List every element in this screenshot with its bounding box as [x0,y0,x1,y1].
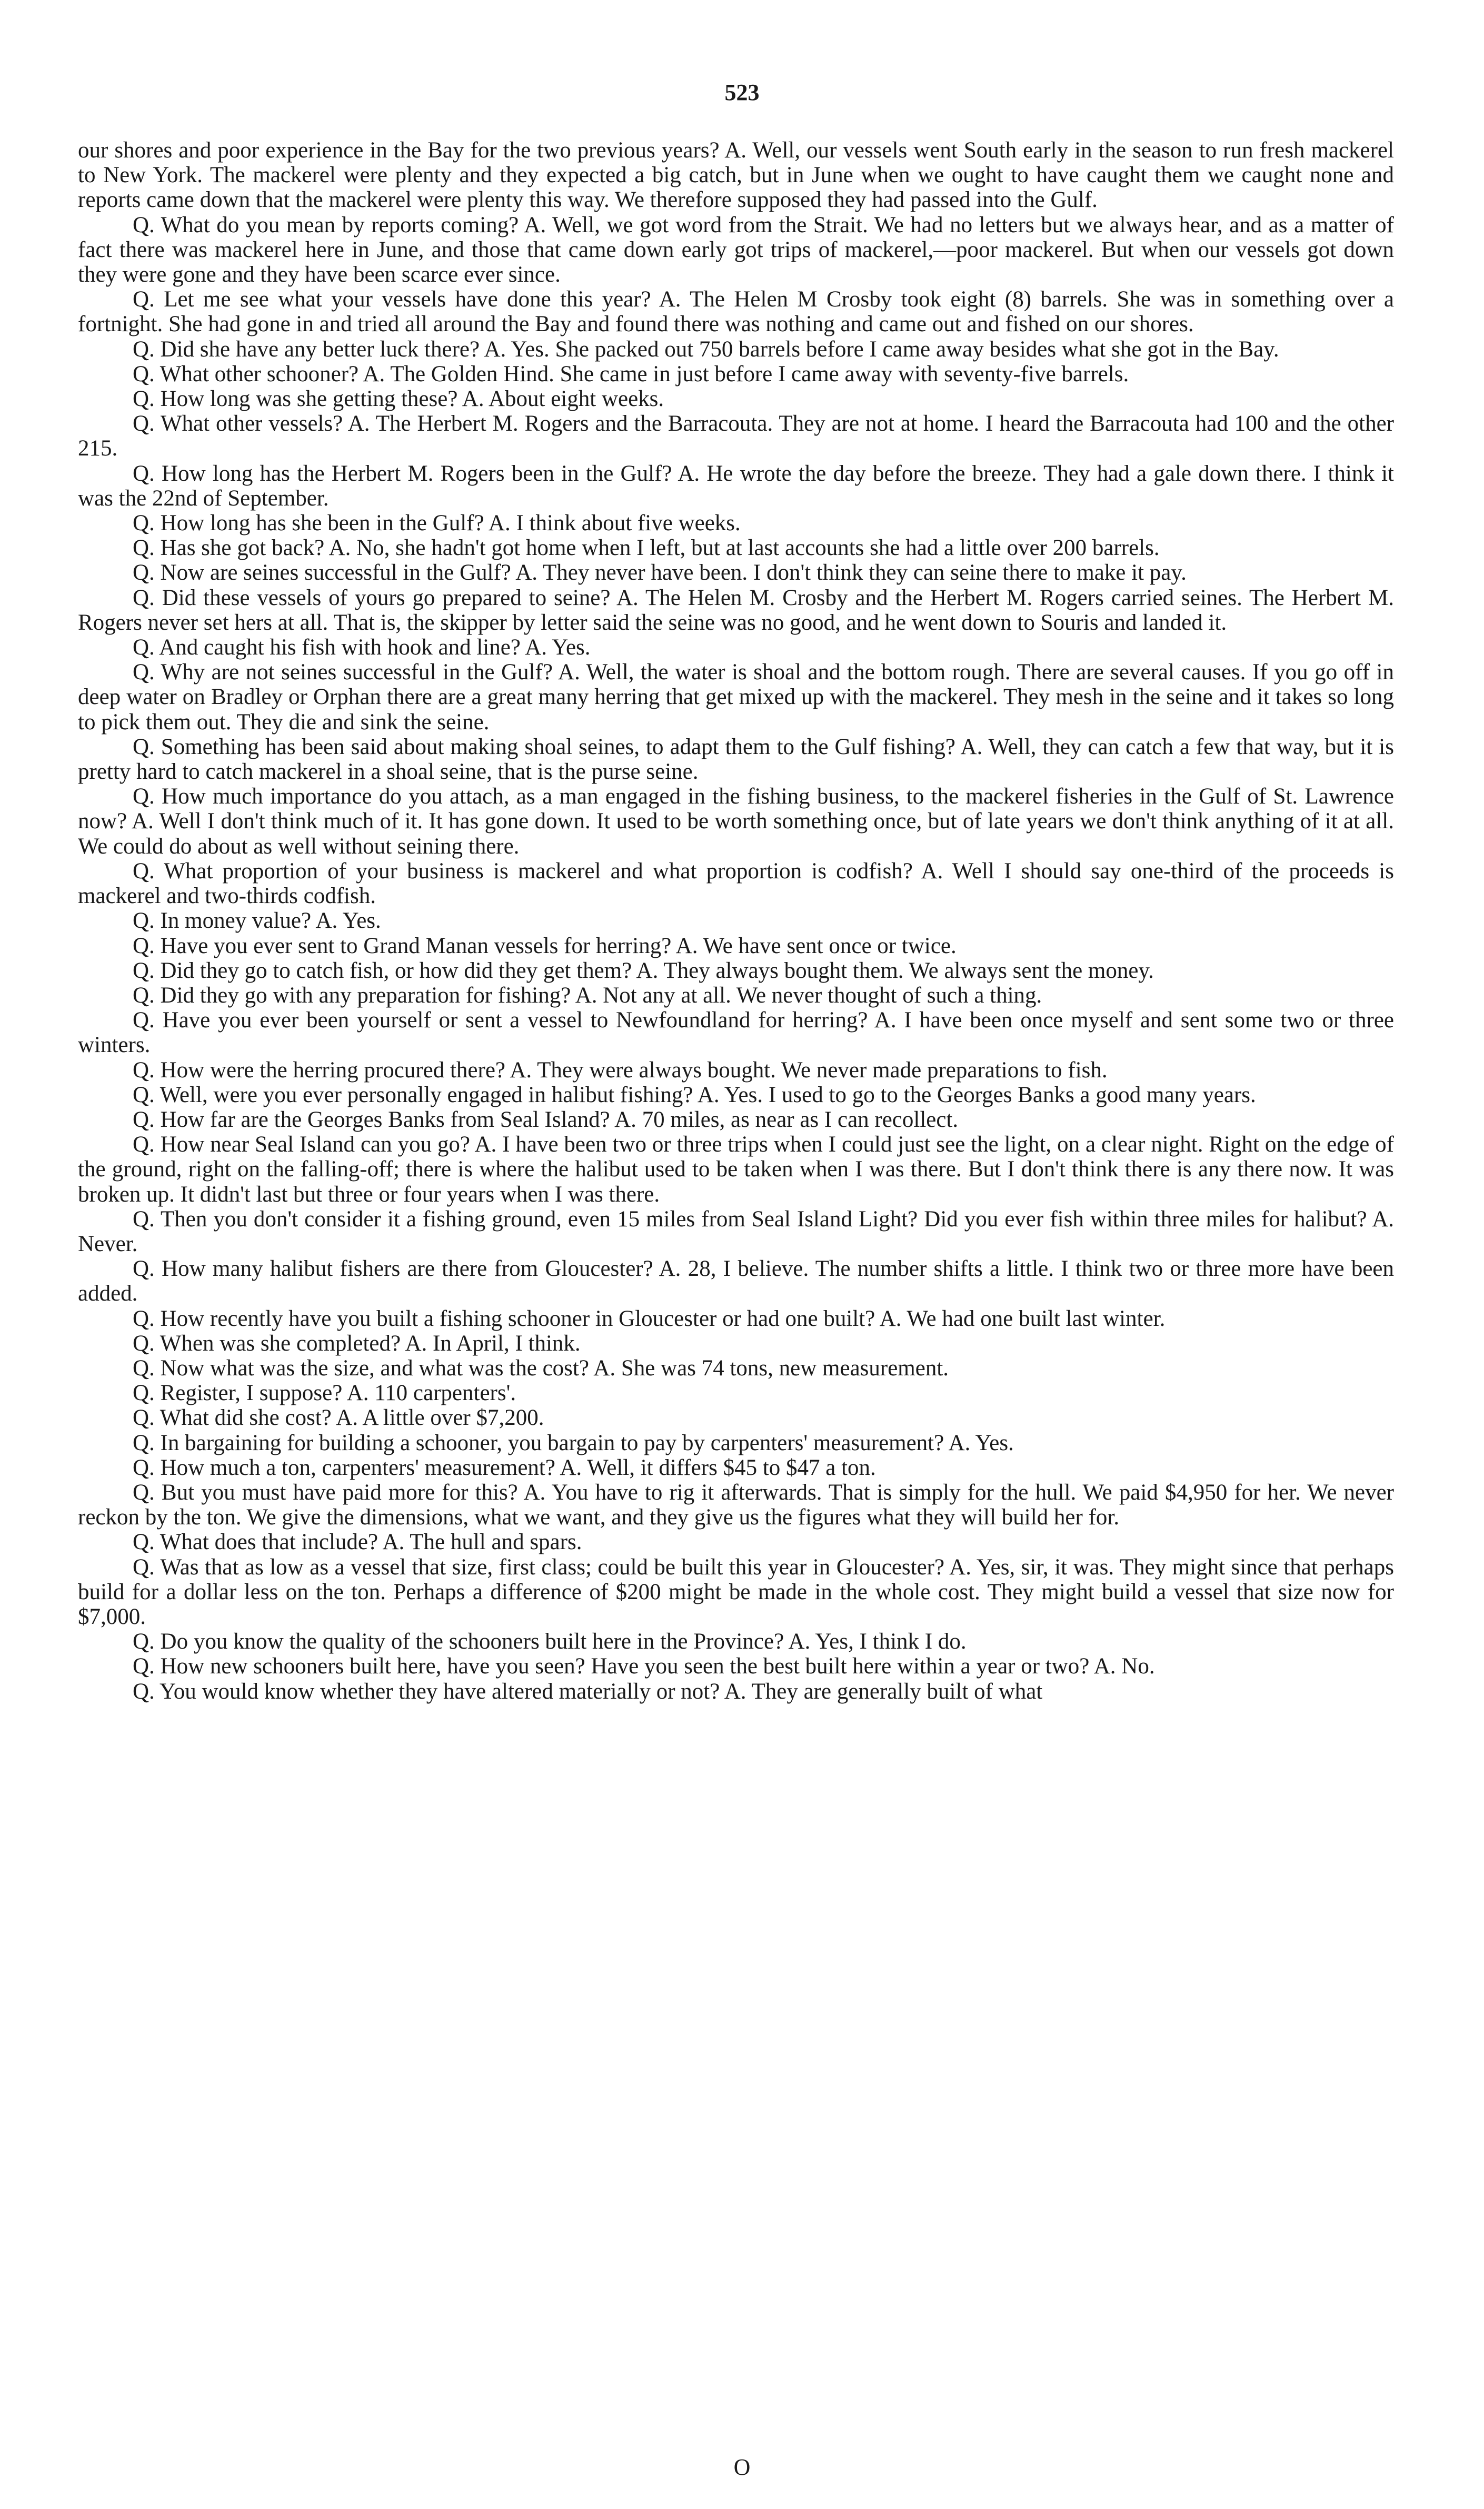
paragraph: Q. In money value? A. Yes. [133,908,381,934]
paragraph: our shores and poor experience in the Bay for the two previous years? A. Well, our vessels went South early in the season to run fresh mackerel to New York. The mackerel were plenty and they expected a big catch, but in June when we ought to have caught them we caught none and reports came down that the mackerel were plenty this way. We therefore supposed they had passed into the Gulf. [78,138,1394,213]
paragraph: Q. What do you mean by reports coming? A. Well, we got word from the Strait. We had no letters but we always hear, and as a matter of fact there was mackerel here in June, and those that came down early got trips of mackerel,—poor mackerel. But when our vessels got down they were gone and they have been scarce ever since. [78,212,1394,287]
paragraph: Q. How far are the Georges Banks from Seal Island? A. 70 miles, as near as I can recollect. [133,1107,959,1132]
paragraph: Q. Something has been said about making shoal seines, to adapt them to the Gulf fishing? A. Well, they can catch a few that way, but it is pretty hard to catch mackerel in a shoal seine, that is the purse seine. [78,734,1394,785]
paragraph: Q. How new schooners built here, have you seen? Have you seen the best built here within a year or two? A. No. [133,1654,1155,1679]
paragraph: Q. How were the herring procured there? A. They were always bought. We never made preparations to fish. [133,1057,1108,1083]
paragraph: Q. How near Seal Island can you go? A. I have been two or three trips when I could just see the light, on a clear night. Right on the edge of the ground, right on the falling-off; there is where the halibut used to be taken when I was there. But I don't think there is any there now. It was broken up. It didn't last but three or four years when I was there. [78,1132,1394,1207]
paragraph: Q. When was she completed? A. In April, I think. [133,1331,581,1356]
paragraph: Q. And caught his fish with hook and line? A. Yes. [133,635,591,660]
page-number: 523 [724,80,760,105]
paragraph: Q. How many halibut fishers are there from Gloucester? A. 28, I believe. The number shifts a little. I think two or three more have been added. [78,1256,1394,1306]
paragraph: Q. Then you don't consider it a fishing ground, even 15 miles from Seal Island Light? Did you ever fish within three miles for halibut? A. Never. [78,1206,1394,1256]
paragraph: Q. How recently have you built a fishing schooner in Gloucester or had one built? A. We had one built last winter. [133,1306,1166,1331]
paragraph: Q. Did they go to catch fish, or how did they get them? A. They always bought them. We always sent the money. [133,958,1154,983]
paragraph: Q. Now what was the size, and what was the cost? A. She was 74 tons, new measurement. [133,1355,949,1381]
paragraph: Q. What did she cost? A. A little over $7,200. [133,1405,544,1431]
paragraph: Q. Now are seines successful in the Gulf? A. They never have been. I don't think they can seine there to make it pay. [133,560,1187,586]
paragraph: Q. Let me see what your vessels have done this year? A. The Helen M Crosby took eight (8) barrels. She was in something over a fortnight. She had gone in and tried all around the Bay and found there was nothing and came out and fished on our shores. [78,287,1394,337]
paragraph: Q. Register, I suppose? A. 110 carpenters'. [133,1381,516,1406]
paragraph: Q. Why are not seines successful in the Gulf? A. Well, the water is shoal and the bottom rough. There are several causes. If you go off in deep water on Bradley or Orphan there are a great many herring that get mixed up with the mackerel. They mesh in the seine and it takes so long to pick them out. They die and sink the seine. [78,660,1394,735]
paragraph: Q. How long was she getting these? A. About eight weeks. [133,386,664,412]
paragraph: Q. Have you ever sent to Grand Manan vessels for herring? A. We have sent once or twice. [133,933,957,958]
paragraph: Q. Do you know the quality of the schooners built here in the Province? A. Yes, I think I do. [133,1629,967,1654]
paragraph: Q. How much importance do you attach, as a man engaged in the fishing business, to the mackerel fisheries in the Gulf of St. Lawrence now? A. Well I don't think much of it. It has gone down. It used to be worth something once, but of late years we don't think anything of it at all. We could do about as well without seining there. [78,784,1394,859]
paragraph: Q. What other schooner? A. The Golden Hind. She came in just before I came away with seventy-five barrels. [133,361,1129,386]
footer-mark: O [733,2454,751,2480]
paragraph: Q. Have you ever been yourself or sent a vessel to Newfoundland for herring? A. I have been once myself and sent some two or three winters. [78,1008,1394,1058]
testimony-text [78,138,1394,1704]
paragraph: Q. How long has the Herbert M. Rogers been in the Gulf? A. He wrote the day before the breeze. They had a gale down there. I think it was the 22nd of September. [78,461,1394,511]
paragraph: Q. Did she have any better luck there? A. Yes. She packed out 750 barrels before I came away besides what she got in the Bay. [133,336,1279,362]
paragraph: Q. What does that include? A. The hull and spars. [133,1530,582,1555]
paragraph: Q. How long has she been in the Gulf? A. I think about five weeks. [133,511,741,536]
paragraph: Q. But you must have paid more for this? A. You have to rig it afterwards. That is simply for the hull. We paid $4,950 for her. We never reckon by the ton. We give the dimensions, what we want, and they give us the figures what they will build her for. [78,1480,1394,1530]
paragraph: Q. Well, were you ever personally engaged in halibut fishing? A. Yes. I used to go to the Georges Banks a good many years. [133,1082,1256,1107]
paragraph: Q. Did they go with any preparation for fishing? A. Not any at all. We never thought of such a thing. [133,983,1042,1008]
paragraph: Q. What proportion of your business is mackerel and what proportion is codfish? A. Well I should say one-third of the proceeds is mackerel and two-thirds codfish. [78,858,1394,909]
paragraph: Q. Has she got back? A. No, she hadn't got home when I left, but at last accounts she had a little over 200 barrels. [133,535,1160,561]
paragraph: Q. You would know whether they have altered materially or not? A. They are generally built of what [133,1679,1043,1704]
paragraph: Q. Was that as low as a vessel that size, first class; could be built this year in Gloucester? A. Yes, sir, it was. They might since that perhaps build for a dollar less on the ton. Perhaps a difference of $200 might be made in the whole cost. They might build a vessel that size now for $7,000. [78,1554,1394,1629]
paragraph: Q. In bargaining for building a schooner, you bargain to pay by carpenters' measurement? A. Yes. [133,1430,1014,1455]
paragraph: Q. How much a ton, carpenters' measurement? A. Well, it differs $45 to $47 a ton. [133,1455,876,1480]
paragraph: Q. Did these vessels of yours go prepared to seine? A. The Helen M. Crosby and the Herbert M. Rogers carried seines. The Herbert M. Rogers never set hers at all. That is, the skipper by letter said the seine was no good, and he went down to Souris and landed it. [78,585,1394,635]
paragraph: Q. What other vessels? A. The Herbert M. Rogers and the Barracouta. They are not at home. I heard the Barracouta had 100 and the other 215. [78,411,1394,461]
